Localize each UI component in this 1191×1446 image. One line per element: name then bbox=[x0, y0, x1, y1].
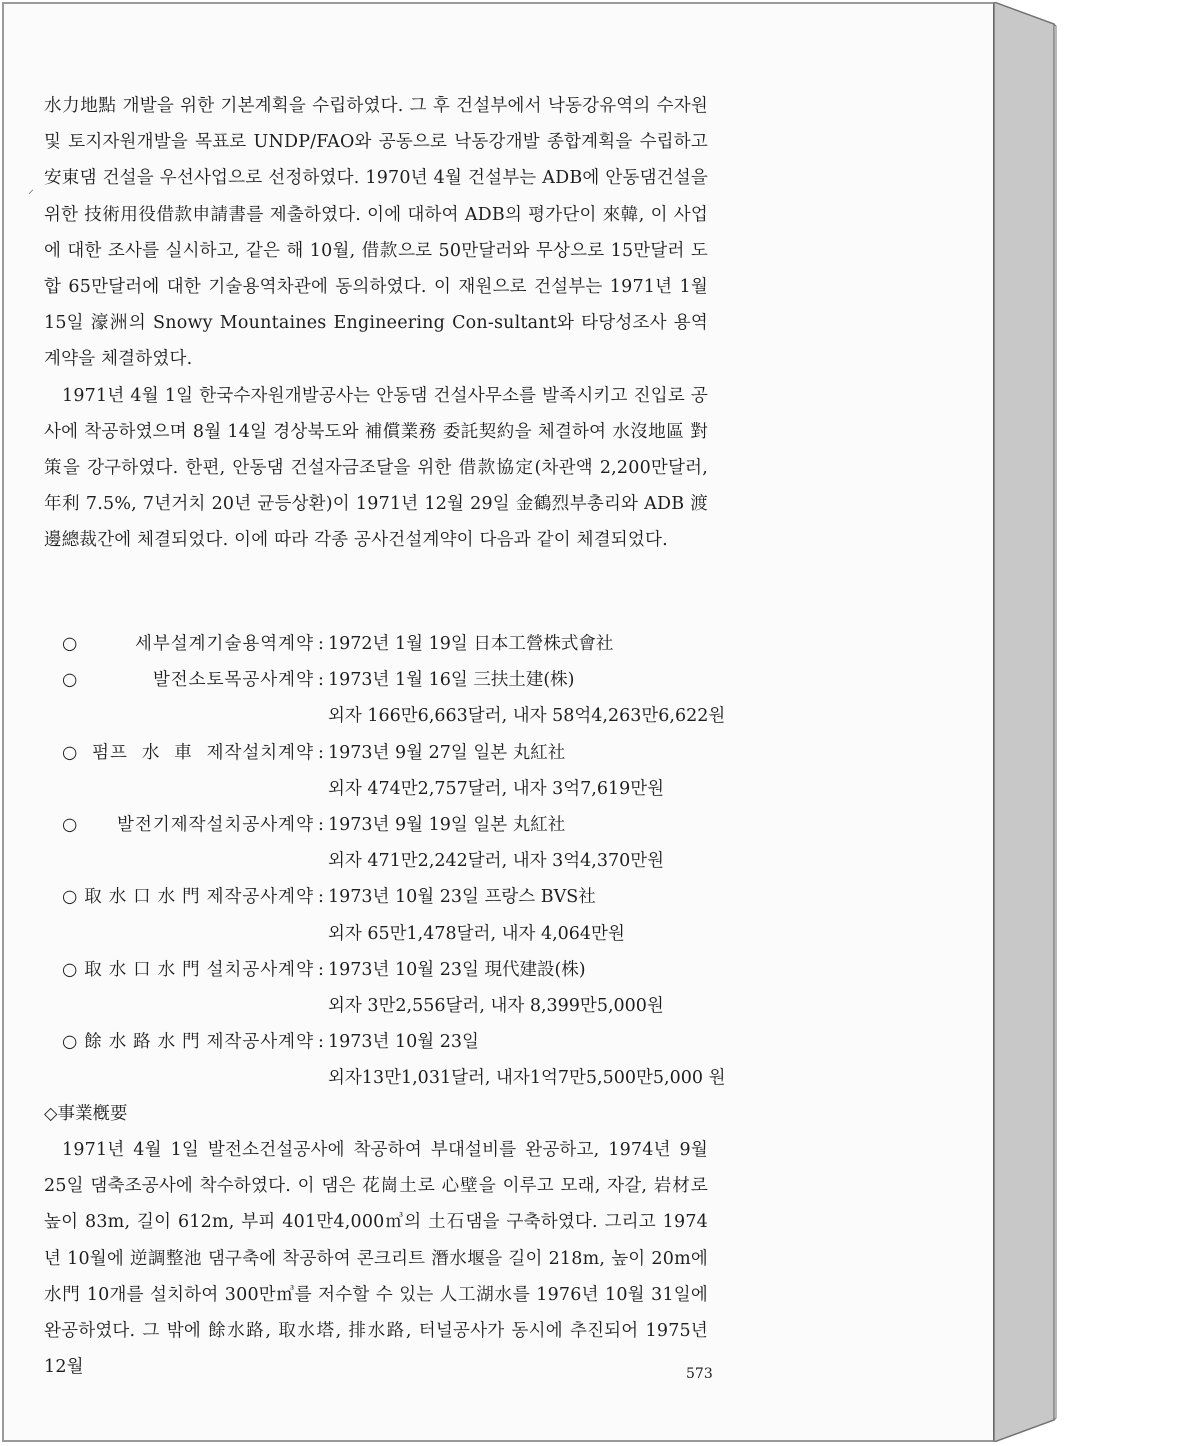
contract-colon: : bbox=[318, 959, 324, 980]
contract-row bbox=[62, 952, 722, 988]
contract-list bbox=[62, 626, 726, 1096]
contract-label: ○펌프水車제작설치계약 bbox=[62, 742, 314, 763]
contract-row bbox=[62, 1024, 722, 1060]
contract-label: ○세부설계기술용역계약 bbox=[62, 634, 314, 654]
contract-detail: 외자 474만2,757달러, 내자 3억7,619만원 bbox=[328, 778, 665, 799]
contract-row bbox=[62, 807, 722, 843]
contract-detail: 외자13만1,031달러, 내자1억7만5,500만5,000 원 bbox=[328, 1068, 726, 1089]
contract-label: ○取水口水門제작공사계약 bbox=[62, 887, 314, 908]
contract-value: 1973년 9월 27일 일본 丸紅社 bbox=[328, 742, 566, 763]
page-stack-edge bbox=[994, 2, 1058, 1442]
contract-detail: 외자 65만1,478달러, 내자 4,064만원 bbox=[328, 923, 625, 944]
contract-label: ○取水口水門설치공사계약 bbox=[62, 959, 314, 980]
contract-colon: : bbox=[318, 742, 324, 763]
contract-row bbox=[62, 735, 722, 771]
contract-value: 1973년 1월 16일 三扶土建(株) bbox=[328, 670, 575, 691]
contract-colon: : bbox=[318, 887, 324, 908]
paragraph-3: 1971년 4월 1일 발전소건설공사에 착공하여 부대설비를 완공하고, 1974년 9월 25일 댐축조공사에 착수하였다. 이 댐은 花崗土로 心壁을 이루고 모래, 자갈, 岩材로 높이 83m, 길이 612m, 부피 401만4,000㎥의 土石댐을 구축하였다. 그리고 1974년 10월에 逆調整池 댐구축에 착공하여 콘크리트 潛水堰을 길이 218m, 높이 20m에 水門 10개를 설치하여 300만㎥를 저수할 수 있는 人工湖水를 1976년 10월 31일에 완공하였다. 그 밖에 餘水路, 取水塔, 排水路, 터널공사가 동시에 추진되어 1975년 12월 bbox=[44, 1140, 708, 1378]
contract-label: ○餘水路水門제작공사계약 bbox=[62, 1032, 314, 1053]
contract-detail: 외자 166만6,663달러, 내자 58억4,263만6,622원 bbox=[328, 706, 726, 727]
contract-row bbox=[62, 626, 722, 662]
margin-mark: ⸝ bbox=[28, 182, 35, 196]
contract-detail: 외자 471만2,242달러, 내자 3억4,370만원 bbox=[328, 851, 665, 872]
paragraph-1: 水力地點 개발을 위한 기본계획을 수립하였다. 그 후 건설부에서 낙동강유역의 수자원 및 토지자원개발을 목표로 UNDP/FAO와 공동으로 낙동강개발 종합계획을 수립하고 安東댐 건설을 우선사업으로 선정하였다. 1970년 4월 건설부는 ADB에 안동댐건설을 위한 技術用役借款申請書를 제출하였다. 이에 대하여 ADB의 평가단이 來韓, 이 사업에 대한 조사를 실시하고, 같은 해 10월, 借款으로 50만달러와 무상으로 15만달러 도합 65만달러에 대한 기술용역차관에 동의하였다. 이 재원으로 건설부는 1971년 1월 15일 濠洲의 Snowy Mountaines Engineering Con-sultant와 타당성조사 용역계약을 체결하였다. bbox=[44, 96, 708, 370]
page-number: 573 bbox=[686, 1366, 713, 1382]
contract-value: 1973년 10월 23일 現代建設(株) bbox=[328, 959, 586, 980]
contract-label: ○발전기제작설치공사계약 bbox=[62, 814, 314, 835]
contract-value: 1973년 10월 23일 프랑스 BVS社 bbox=[328, 887, 596, 908]
contract-value: 1972년 1월 19일 日本工營株式會社 bbox=[328, 634, 614, 654]
contract-value: 1973년 10월 23일 bbox=[328, 1032, 479, 1053]
contract-row bbox=[62, 879, 722, 915]
summary-text bbox=[44, 1132, 708, 1385]
contract-detail: 외자 3만2,556달러, 내자 8,399만5,000원 bbox=[328, 995, 664, 1016]
section-heading: ◇事業槪要 bbox=[44, 1104, 128, 1124]
contract-row bbox=[62, 662, 722, 698]
contract-colon: : bbox=[318, 670, 324, 691]
contract-label: ○발전소토목공사계약 bbox=[62, 670, 314, 691]
contract-colon: : bbox=[318, 814, 324, 835]
paragraph-2: 1971년 4월 1일 한국수자원개발공사는 안동댐 건설사무소를 발족시키고 진입로 공사에 착공하였으며 8월 14일 경상북도와 補償業務 委託契約을 체결하여 水沒地區 對策을 강구하였다. 한편, 안동댐 건설자금조달을 위한 借款協定(차관액 2,200만달러, 年利 7.5%, 7년거치 20년 균등상환)이 1971년 12월 29일 金鶴烈부총리와 ADB 渡邊總裁간에 체결되었다. 이에 따라 각종 공사건설계약이 다음과 같이 체결되었다. bbox=[44, 385, 708, 551]
contract-colon: : bbox=[318, 1032, 324, 1053]
contract-colon: : bbox=[318, 634, 324, 654]
contract-value: 1973년 9월 19일 일본 丸紅社 bbox=[328, 814, 566, 835]
body-text bbox=[44, 88, 708, 559]
